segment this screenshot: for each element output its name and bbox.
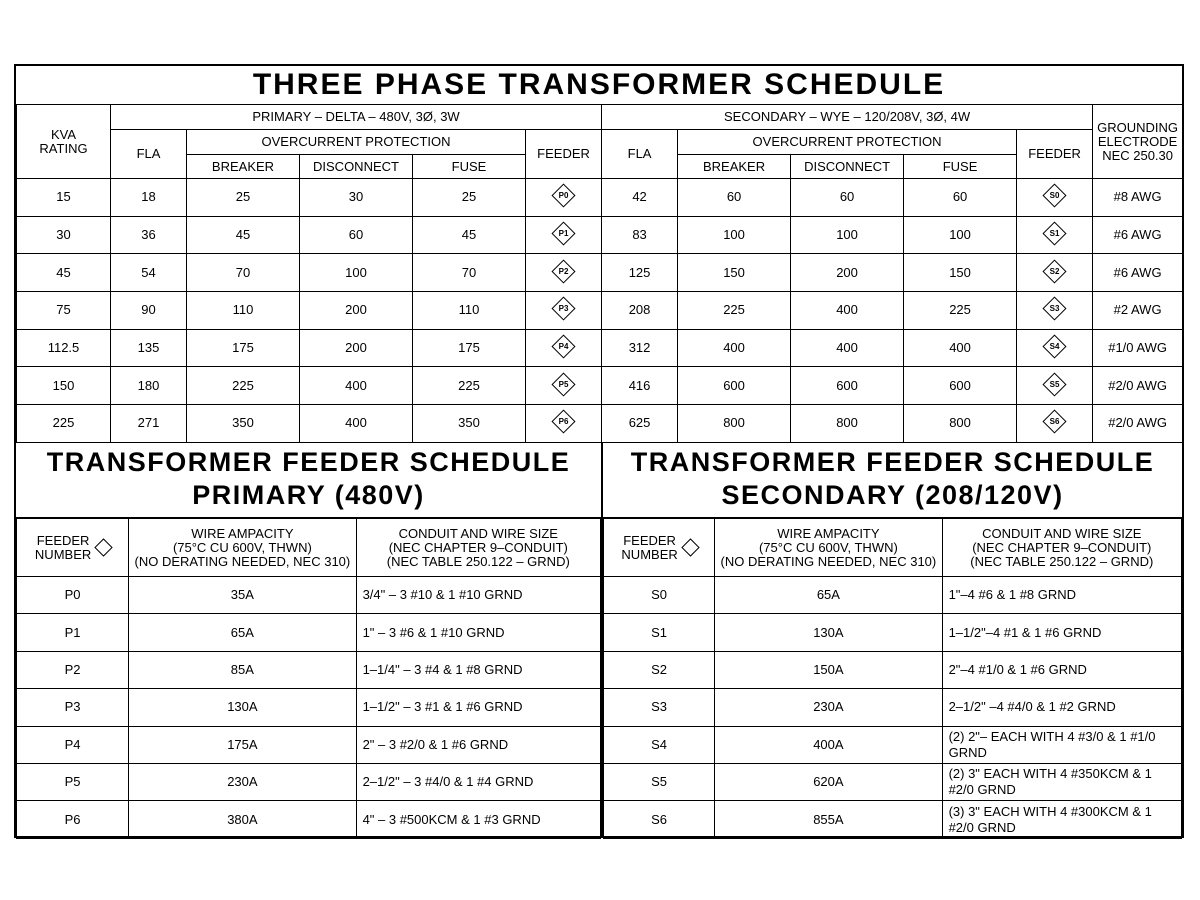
primary-breaker-cell: 70 [187, 254, 300, 292]
table-row [17, 763, 601, 800]
secondary-fuse-cell: 100 [904, 216, 1017, 254]
feeder-tag-diamond-icon [551, 222, 575, 246]
feeder-diamond-icon [681, 538, 699, 556]
primary-disconnect-cell: 30 [300, 179, 413, 217]
wire-ampacity-cell: 620A [715, 763, 942, 800]
feeder-tag-diamond-icon [551, 297, 575, 321]
feeder-diamond-icon [95, 538, 113, 556]
transformer-schedule-rows [17, 179, 1183, 443]
feeder-number-cell: S6 [604, 801, 715, 838]
wire-ampacity-cell: 230A [715, 689, 942, 726]
wire-ampacity-cell: 400A [715, 726, 942, 763]
feeder-tag-diamond-icon [1043, 372, 1067, 396]
primary-feeder-cell [526, 367, 602, 405]
primary-feeder-cell [526, 405, 602, 443]
feeder-tag-label: S4 [1049, 341, 1060, 351]
feeder-number-cell: S3 [604, 689, 715, 726]
primary-breaker-cell: 25 [187, 179, 300, 217]
header-kva-rating: KVA RATING [17, 105, 111, 179]
conduit-wire-cell: 1–1/4" – 3 #4 & 1 #8 GRND [356, 651, 600, 688]
wire-ampacity-cell: 230A [129, 763, 356, 800]
primary-disconnect-cell: 60 [300, 216, 413, 254]
primary-feeder-cell [526, 329, 602, 367]
conduit-wire-cell: 2"–4 #1/0 & 1 #6 GRND [942, 651, 1181, 688]
secondary-feeder-schedule [601, 442, 1182, 838]
table-row [17, 405, 1183, 443]
feeder-number-cell: S2 [604, 651, 715, 688]
table-row [604, 651, 1182, 688]
feeder-tag-diamond-icon [551, 372, 575, 396]
feeder-tag-diamond-icon [1043, 222, 1067, 246]
secondary-fla-cell: 416 [602, 367, 678, 405]
secondary-disconnect-cell: 200 [791, 254, 904, 292]
feeder-number-cell: P1 [17, 614, 129, 651]
grounding-cell: #1/0 AWG [1093, 329, 1183, 367]
grounding-cell: #2 AWG [1093, 292, 1183, 330]
conduit-wire-cell: 1" – 3 #6 & 1 #10 GRND [356, 614, 600, 651]
wire-ampacity-cell: 65A [129, 614, 356, 651]
secondary-breaker-cell: 800 [678, 405, 791, 443]
secondary-header-feeder-number: FEEDER NUMBER [604, 519, 715, 577]
secondary-fla-cell: 125 [602, 254, 678, 292]
kva-rating-cell: 150 [17, 367, 111, 405]
schedule-sheet [14, 64, 1184, 838]
primary-fuse-cell: 110 [413, 292, 526, 330]
feeder-tag-label: P2 [558, 266, 569, 276]
table-row [17, 689, 601, 726]
secondary-feeder-title-line2: SECONDARY (208/120V) [721, 480, 1064, 510]
wire-ampacity-cell: 130A [129, 689, 356, 726]
primary-feeder-title-line2: PRIMARY (480V) [192, 480, 425, 510]
header-secondary-breaker: BREAKER [678, 155, 791, 179]
primary-breaker-cell: 110 [187, 292, 300, 330]
primary-disconnect-cell: 100 [300, 254, 413, 292]
feeder-tag-label: S5 [1049, 379, 1060, 389]
conduit-wire-cell: 1"–4 #6 & 1 #8 GRND [942, 577, 1181, 614]
table-row [17, 292, 1183, 330]
feeder-tag-label: P3 [558, 303, 569, 313]
primary-disconnect-cell: 200 [300, 292, 413, 330]
header-primary-ocp: OVERCURRENT PROTECTION [187, 130, 526, 155]
secondary-feeder-cell [1017, 329, 1093, 367]
secondary-feeder-cell [1017, 292, 1093, 330]
feeder-tag-diamond-icon [551, 410, 575, 434]
feeder-number-cell: P0 [17, 577, 129, 614]
table-row [17, 254, 1183, 292]
table-row [604, 801, 1182, 838]
feeder-number-cell: P3 [17, 689, 129, 726]
header-primary-group: PRIMARY – DELTA – 480V, 3Ø, 3W [111, 105, 602, 130]
primary-feeder-table [16, 518, 601, 839]
table-row [17, 367, 1183, 405]
secondary-fuse-cell: 225 [904, 292, 1017, 330]
primary-fla-cell: 180 [111, 367, 187, 405]
conduit-wire-cell: (3) 3" EACH WITH 4 #300KCM & 1 #2/0 GRND [942, 801, 1181, 838]
primary-header-feeder-number: FEEDER NUMBER [17, 519, 129, 577]
primary-feeder-cell [526, 254, 602, 292]
primary-feeder-rows [17, 577, 601, 839]
feeder-tag-diamond-icon [551, 335, 575, 359]
table-row [17, 216, 1183, 254]
grounding-cell: #2/0 AWG [1093, 405, 1183, 443]
table-row [604, 726, 1182, 763]
feeder-tag-diamond-icon [1043, 410, 1067, 434]
secondary-disconnect-cell: 60 [791, 179, 904, 217]
secondary-fla-cell: 625 [602, 405, 678, 443]
grounding-cell: #6 AWG [1093, 216, 1183, 254]
wire-ampacity-cell: 85A [129, 651, 356, 688]
table-row [17, 577, 601, 614]
kva-rating-cell: 45 [17, 254, 111, 292]
kva-rating-cell: 30 [17, 216, 111, 254]
primary-disconnect-cell: 200 [300, 329, 413, 367]
header-secondary-fla: FLA [602, 130, 678, 179]
feeder-tag-diamond-icon [1043, 297, 1067, 321]
kva-rating-cell: 112.5 [17, 329, 111, 367]
header-secondary-fuse: FUSE [904, 155, 1017, 179]
secondary-header-wire-ampacity: WIRE AMPACITY (75°C CU 600V, THWN) (NO DERATING NEEDED, NEC 310) [715, 519, 942, 577]
secondary-feeder-cell [1017, 254, 1093, 292]
feeder-number-cell: S5 [604, 763, 715, 800]
primary-feeder-cell [526, 179, 602, 217]
feeder-number-cell: S1 [604, 614, 715, 651]
primary-fuse-cell: 25 [413, 179, 526, 217]
header-secondary-ocp: OVERCURRENT PROTECTION [678, 130, 1017, 155]
primary-breaker-cell: 45 [187, 216, 300, 254]
secondary-disconnect-cell: 800 [791, 405, 904, 443]
wire-ampacity-cell: 65A [715, 577, 942, 614]
table-row [17, 329, 1183, 367]
primary-header-conduit-wire: CONDUIT AND WIRE SIZE (NEC CHAPTER 9–CONDUIT) (NEC TABLE 250.122 – GRND) [356, 519, 600, 577]
kva-rating-cell: 75 [17, 292, 111, 330]
secondary-breaker-cell: 400 [678, 329, 791, 367]
grounding-cell: #2/0 AWG [1093, 367, 1183, 405]
secondary-breaker-cell: 100 [678, 216, 791, 254]
header-secondary-feeder: FEEDER [1017, 130, 1093, 179]
secondary-fla-cell: 208 [602, 292, 678, 330]
primary-breaker-cell: 350 [187, 405, 300, 443]
feeder-tag-diamond-icon [1043, 259, 1067, 283]
table-row [604, 614, 1182, 651]
table-row [17, 801, 601, 838]
transformer-schedule-table [16, 104, 1183, 443]
primary-fla-cell: 18 [111, 179, 187, 217]
secondary-fla-cell: 312 [602, 329, 678, 367]
secondary-feeder-title-line1: TRANSFORMER FEEDER SCHEDULE [630, 447, 1155, 477]
header-primary-disconnect: DISCONNECT [300, 155, 413, 179]
conduit-wire-cell: 3/4" – 3 #10 & 1 #10 GRND [356, 577, 600, 614]
primary-fuse-cell: 70 [413, 254, 526, 292]
secondary-feeder-cell [1017, 367, 1093, 405]
grounding-cell: #6 AWG [1093, 254, 1183, 292]
kva-rating-cell: 15 [17, 179, 111, 217]
secondary-fuse-cell: 150 [904, 254, 1017, 292]
conduit-wire-cell: 2" – 3 #2/0 & 1 #6 GRND [356, 726, 600, 763]
primary-disconnect-cell: 400 [300, 367, 413, 405]
secondary-fla-cell: 83 [602, 216, 678, 254]
secondary-feeder-cell [1017, 216, 1093, 254]
feeder-tag-label: S3 [1049, 303, 1060, 313]
conduit-wire-cell: 1–1/2" – 3 #1 & 1 #6 GRND [356, 689, 600, 726]
feeder-number-cell: S0 [604, 577, 715, 614]
table-row [604, 577, 1182, 614]
primary-header-wire-ampacity: WIRE AMPACITY (75°C CU 600V, THWN) (NO DERATING NEEDED, NEC 310) [129, 519, 356, 577]
header-primary-fla: FLA [111, 130, 187, 179]
primary-feeder-cell [526, 216, 602, 254]
secondary-breaker-cell: 600 [678, 367, 791, 405]
primary-fla-cell: 135 [111, 329, 187, 367]
secondary-fuse-cell: 800 [904, 405, 1017, 443]
conduit-wire-cell: 2–1/2" – 3 #4/0 & 1 #4 GRND [356, 763, 600, 800]
table-row [17, 726, 601, 763]
transformer-schedule-title: THREE PHASE TRANSFORMER SCHEDULE [16, 66, 1182, 105]
feeder-tag-diamond-icon [551, 259, 575, 283]
primary-breaker-cell: 175 [187, 329, 300, 367]
primary-fuse-cell: 45 [413, 216, 526, 254]
secondary-disconnect-cell: 400 [791, 292, 904, 330]
secondary-fuse-cell: 600 [904, 367, 1017, 405]
secondary-feeder-table [603, 518, 1182, 839]
primary-fuse-cell: 350 [413, 405, 526, 443]
table-row [17, 651, 601, 688]
header-grounding: GROUNDING ELECTRODE NEC 250.30 [1093, 105, 1183, 179]
feeder-tag-label: P0 [558, 190, 569, 200]
conduit-wire-cell: 1–1/2"–4 #1 & 1 #6 GRND [942, 614, 1181, 651]
feeder-tag-diamond-icon [1043, 335, 1067, 359]
secondary-breaker-cell: 225 [678, 292, 791, 330]
header-primary-breaker: BREAKER [187, 155, 300, 179]
secondary-breaker-cell: 150 [678, 254, 791, 292]
grounding-cell: #8 AWG [1093, 179, 1183, 217]
conduit-wire-cell: 2–1/2" –4 #4/0 & 1 #2 GRND [942, 689, 1181, 726]
wire-ampacity-cell: 130A [715, 614, 942, 651]
wire-ampacity-cell: 35A [129, 577, 356, 614]
wire-ampacity-cell: 380A [129, 801, 356, 838]
conduit-wire-cell: 4" – 3 #500KCM & 1 #3 GRND [356, 801, 600, 838]
table-row [17, 614, 601, 651]
primary-feeder-title-line1: TRANSFORMER FEEDER SCHEDULE [46, 447, 571, 477]
header-secondary-disconnect: DISCONNECT [791, 155, 904, 179]
feeder-tag-label: S2 [1049, 266, 1060, 276]
primary-fla-cell: 54 [111, 254, 187, 292]
feeder-tag-label: S0 [1049, 190, 1060, 200]
feeder-tag-diamond-icon [551, 184, 575, 208]
secondary-feeder-title [603, 442, 1182, 518]
feeder-tag-label: P1 [558, 228, 569, 238]
primary-fuse-cell: 225 [413, 367, 526, 405]
wire-ampacity-cell: 150A [715, 651, 942, 688]
secondary-disconnect-cell: 400 [791, 329, 904, 367]
header-primary-feeder: FEEDER [526, 130, 602, 179]
feeder-number-cell: P6 [17, 801, 129, 838]
kva-rating-cell: 225 [17, 405, 111, 443]
secondary-fuse-cell: 60 [904, 179, 1017, 217]
primary-fla-cell: 36 [111, 216, 187, 254]
feeder-tag-label: S6 [1049, 416, 1060, 426]
wire-ampacity-cell: 175A [129, 726, 356, 763]
primary-breaker-cell: 225 [187, 367, 300, 405]
secondary-feeder-rows [604, 577, 1182, 839]
secondary-fla-cell: 42 [602, 179, 678, 217]
feeder-tag-label: P5 [558, 379, 569, 389]
conduit-wire-cell: (2) 3" EACH WITH 4 #350KCM & 1 #2/0 GRND [942, 763, 1181, 800]
feeder-number-cell: P4 [17, 726, 129, 763]
feeder-number-cell: P5 [17, 763, 129, 800]
feeder-tag-diamond-icon [1043, 184, 1067, 208]
primary-fuse-cell: 175 [413, 329, 526, 367]
primary-feeder-title [16, 442, 601, 518]
secondary-feeder-cell [1017, 179, 1093, 217]
wire-ampacity-cell: 855A [715, 801, 942, 838]
primary-feeder-schedule [16, 442, 601, 838]
feeder-tag-label: P4 [558, 341, 569, 351]
table-row [604, 763, 1182, 800]
secondary-feeder-cell [1017, 405, 1093, 443]
table-row [17, 179, 1183, 217]
feeder-number-cell: S4 [604, 726, 715, 763]
secondary-disconnect-cell: 600 [791, 367, 904, 405]
secondary-breaker-cell: 60 [678, 179, 791, 217]
conduit-wire-cell: (2) 2"– EACH WITH 4 #3/0 & 1 #1/0 GRND [942, 726, 1181, 763]
primary-feeder-cell [526, 292, 602, 330]
secondary-fuse-cell: 400 [904, 329, 1017, 367]
primary-fla-cell: 90 [111, 292, 187, 330]
primary-disconnect-cell: 400 [300, 405, 413, 443]
primary-fla-cell: 271 [111, 405, 187, 443]
feeder-tag-label: S1 [1049, 228, 1060, 238]
feeder-number-cell: P2 [17, 651, 129, 688]
table-row [604, 689, 1182, 726]
feeder-tag-label: P6 [558, 416, 569, 426]
secondary-disconnect-cell: 100 [791, 216, 904, 254]
header-secondary-group: SECONDARY – WYE – 120/208V, 3Ø, 4W [602, 105, 1093, 130]
header-primary-fuse: FUSE [413, 155, 526, 179]
secondary-header-conduit-wire: CONDUIT AND WIRE SIZE (NEC CHAPTER 9–CONDUIT) (NEC TABLE 250.122 – GRND) [942, 519, 1181, 577]
